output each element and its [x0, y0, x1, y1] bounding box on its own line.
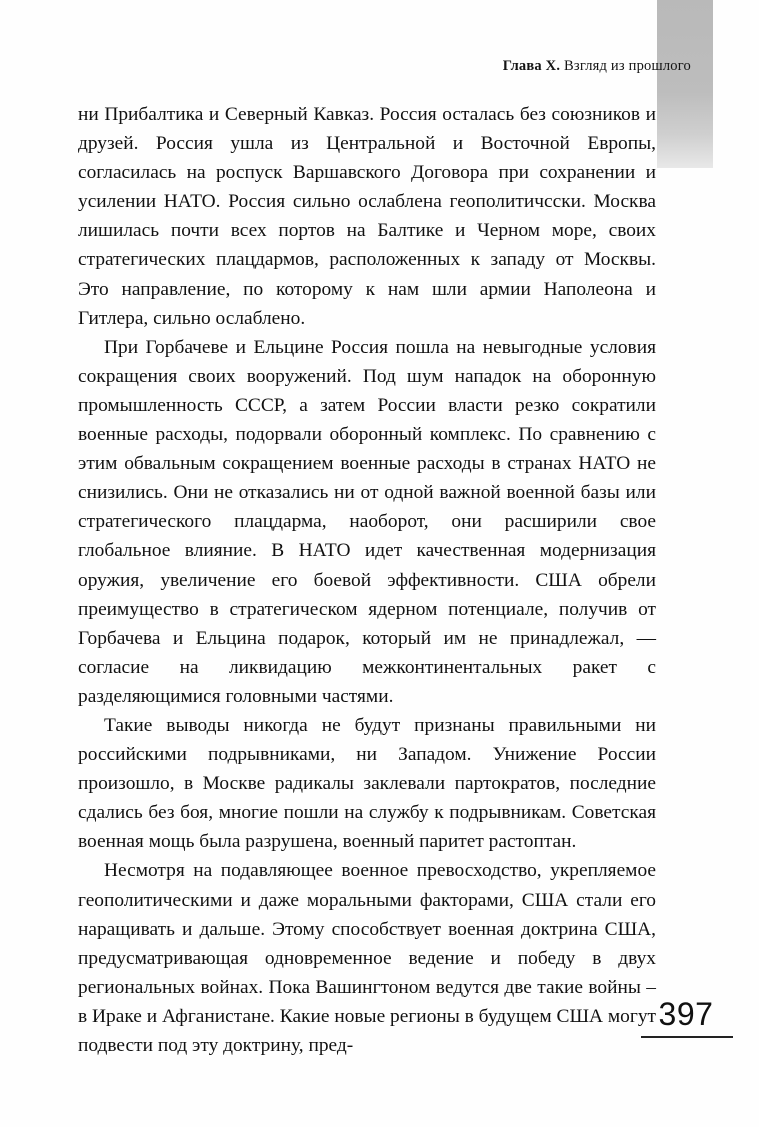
- paragraph: При Горбачеве и Ельцине Россия пошла на невыгодные условия сокращения своих вооружений. Под шум нападок на оборонную промышленность СССР, а затем России власти резко сократили военные расходы, подорвали оборонный комплекс. По сравнению с этим обвальным сокращением военные расходы в странах НАТО не снизились. Они не отказались ни от одной важной военной базы или стратегического плацдарма, наоборот, они расширили свое глобальное влияние. В НАТО идет качественная модернизация оружия, увеличение его боевой эффективности. США обрели преимущество в стратегическом ядерном потенциале, получив от Горбачева и Ельцина подарок, который им не принадлежал, — согласие на ликвидацию межконтинентальных ракет с разделяющимися головными частями.: [78, 336, 656, 707]
- running-head-chapter: Глава X.: [502, 58, 561, 74]
- running-head: [503, 58, 691, 75]
- paragraph-continued: ни Прибалтика и Северный Кавказ. Россия осталась без союзников и друзей. Россия ушла из Центральной и Восточной Европы, согласилась на роспуск Варшавского Договора при сохранении и усилении НАТО. Россия сильно ослаблена геополитичсски. Москва лишилась почти всех портов на Балтике и Черном море, своих стратегических плацдармов, расположенных к западу от Москвы. Это направление, по которому к нам шли армии Наполеона и Гитлера, сильно ослаблено.: [78, 104, 656, 329]
- running-head-title: Взгляд из прошлого: [564, 58, 691, 74]
- page-number-rule: [641, 1036, 733, 1038]
- page-body-text: [78, 100, 656, 1060]
- page-number: 397: [658, 996, 714, 1032]
- scan-edge-shadow: [657, 0, 713, 168]
- paragraph: Такие выводы никогда не будут признаны правильными ни российскими подрывниками, ни Западом. Унижение России произошло, в Москве радикалы заклевали партократов, последние сдались без боя, многие пошли на службу к подрывникам. Советская военная мощь была разрушена, военный паритет растоптан.: [78, 714, 656, 853]
- paragraph: Несмотря на подавляющее военное превосходство, укрепляемое геополитическими и даже моральными факторами, США стали его наращивать и дальше. Этому способствует военная доктрина США, предусматривающая одновременное ведение и победу в двух региональных войнах. Пока Вашингтоном ведутся две такие войны – в Ираке и Афганистане. Какие новые регионы в будущем США могут подвести под эту доктрину, пред-: [78, 860, 656, 1056]
